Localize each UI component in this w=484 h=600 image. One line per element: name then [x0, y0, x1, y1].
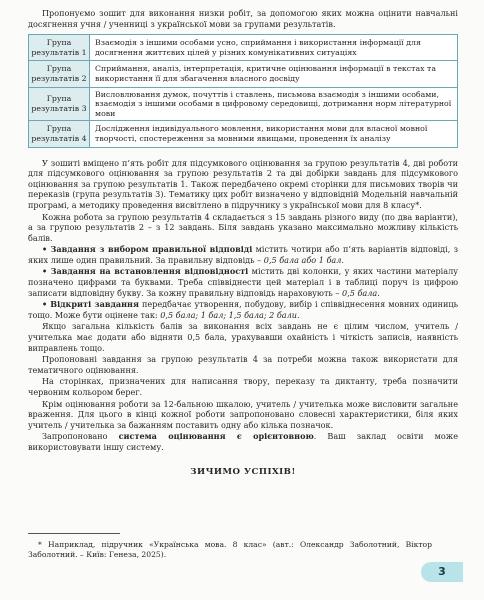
bullet-tail: .	[297, 309, 300, 320]
bullet-heading: Завдання на встановлення відповідності	[50, 266, 249, 277]
table-row	[29, 121, 458, 147]
bullet-text: містить дві колонки, у яких частини матеріалу позначено цифрами та буквами. Треба співвіднести цей матеріал і в таблиці поруч із цифрою записати відповідну букву. За кожну правильну відповідь нараховують –	[28, 266, 458, 298]
bullet-multiple-choice	[28, 244, 458, 265]
bullet-heading: Відкриті завдання	[50, 299, 139, 310]
bullet-matching	[28, 266, 458, 298]
paragraph-works-overview: У зошиті вміщено п’ять робіт для підсумкового оцінювання за групою результатів 4, дві роботи для підсумкового оцінювання за групою результатів 2 та дві добірки завдань для підсумкового оцінювання за групою результатів 1. Також передбачено окремі сторінки для письмових творів чи переказів (група результатів 3). Тематику цих робіт визначено у відповідній Модельній навчальній програмі, а методику проведення висвітлено в підручнику з української мови для 8 класу*.	[28, 157, 458, 210]
page-number-badge: 3	[421, 562, 463, 582]
note-emphasis: система оцінювання є орієнтовною	[118, 431, 314, 442]
group-description: Дослідження індивідуального мовлення, використання мови для власної мовної творчості, спостереження за мовними явищами, проведення їх аналізу	[90, 121, 458, 147]
bullet-score: 0,5 бала	[342, 287, 378, 298]
group-name: Група результатів 3	[29, 87, 90, 121]
bullet-text: передбачає утворення, побудову, вибір і співвіднесення мовних одиниць тощо. Може бути оцінене так:	[28, 299, 459, 320]
bullet-score: 0,5 бала або 1 бал	[263, 254, 342, 265]
note-text: Запропоновано	[42, 431, 119, 442]
group-description: Сприймання, аналіз, інтерпретація, критичне оцінювання інформації в текстах та використання її для збагачення власного досвіду	[90, 61, 458, 87]
bullet-open-tasks	[28, 299, 458, 320]
bullet-text: містить чотири або п’ять варіантів відповіді, з яких лише один правильний. За правильну відповідь –	[28, 244, 459, 265]
paragraph-system-note	[28, 431, 458, 452]
bullet-icon: •	[42, 299, 48, 310]
paragraph-general-impression: Крім оцінювання роботи за 12-бальною шкалою, учитель / учителька може висловити загальне враження. Для цього в кінці кожної роботи запропоновано словесні характеристики, біля яких учитель / учителька за бажанням поставить одну або кілька позначок.	[28, 398, 458, 430]
closing-wish: ЗИЧИМО УСПІХІВ!	[190, 466, 296, 477]
table-row	[29, 35, 458, 61]
page-content	[28, 8, 458, 477]
bullet-tail: .	[341, 254, 344, 265]
paragraph-thematic: Пропоновані завдання за групою результатів 4 за потреби можна також використати для тематичного оцінювання.	[28, 354, 458, 375]
footnote-divider	[28, 533, 120, 534]
bullet-icon: •	[42, 266, 48, 277]
note-text: . Ваш заклад освіти може використовувати іншу систему.	[28, 431, 458, 452]
bullet-tail: .	[377, 287, 380, 298]
table-row	[29, 87, 458, 121]
paragraph-rounding: Якщо загальна кількість балів за виконання всіх завдань не є цілим числом, учитель / учителька має додати або відняти 0,5 бала, урахувавши охайність і чіткість записів, наявність виправлень тощо.	[28, 321, 458, 353]
group-description: Висловлювання думок, почуттів і ставлень, письмова взаємодія з іншими особами, взаємодія з іншими особами в цифровому середовищі, дотримання норм літературної мови	[90, 87, 458, 121]
table-row	[29, 61, 458, 87]
bullet-icon: •	[42, 244, 48, 255]
bullet-heading: Завдання з вибором правильної відповіді	[50, 244, 253, 255]
results-groups-table	[28, 34, 458, 147]
paragraph-task-count: Кожна робота за групою результатів 4 складається з 15 завдань різного виду (по два варіанти), а за групою результатів 2 – з 12 завдань. Біля завдань указано максимально можливу кількість балів.	[28, 211, 458, 243]
paragraph-margins: На сторінках, призначених для написання твору, переказу та диктанту, треба позначити червоним кольором берег.	[28, 376, 458, 397]
bullet-score: 0,5 бала; 1 бал; 1,5 бала; 2 бали	[160, 309, 297, 320]
group-name: Група результатів 4	[29, 121, 90, 147]
group-name: Група результатів 2	[29, 61, 90, 87]
group-description: Взаємодія з іншими особами усно, сприймання і використання інформації для досягнення життєвих цілей у різних комунікативних ситуаціях	[90, 35, 458, 61]
footnote: * Наприклад, підручник «Українська мова. 8 клас» (авт.: Олександр Заболотний, Віктор Заболотний. – Київ: Генеза, 2025).	[28, 540, 432, 559]
intro-paragraph: Пропонуємо зошит для виконання низки робіт, за допомогою яких можна оцінити навчальні досягнення учня / ученниці з української мови за групами результатів.	[28, 8, 458, 29]
group-name: Група результатів 1	[29, 35, 90, 61]
